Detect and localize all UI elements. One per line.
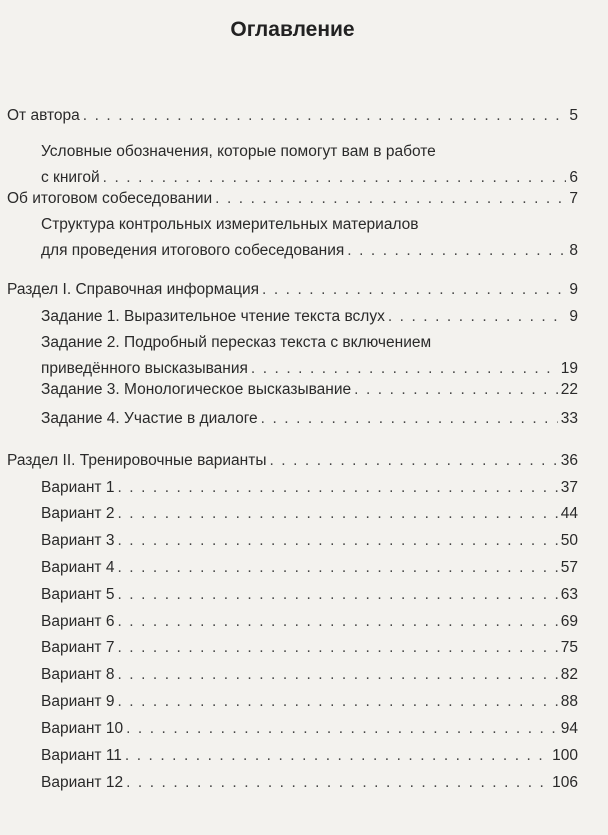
toc-page-number: 106 bbox=[552, 774, 578, 791]
toc-entry-label: для проведения итогового собеседования bbox=[41, 242, 345, 259]
toc-page-number: 37 bbox=[560, 479, 578, 496]
dot-leader bbox=[347, 240, 566, 262]
dot-leader bbox=[103, 167, 567, 189]
toc-entry-label: Раздел II. Тренировочные варианты bbox=[7, 452, 267, 469]
toc-entry-label: с книгой bbox=[41, 169, 100, 186]
dot-leader bbox=[269, 450, 557, 472]
toc-entry-label: Раздел I. Справочная информация bbox=[7, 281, 259, 298]
toc-page-number: 7 bbox=[569, 190, 578, 207]
dot-leader bbox=[117, 637, 557, 659]
toc-entry-label: Вариант 4 bbox=[41, 559, 115, 576]
toc-entry-label: Вариант 12 bbox=[41, 774, 124, 791]
toc-page-number: 57 bbox=[560, 559, 578, 576]
dot-leader bbox=[117, 664, 557, 686]
toc-entry-label: Задание 1. Выразительное чтение текста вслух bbox=[41, 308, 385, 325]
toc-entry-label: Вариант 2 bbox=[41, 505, 115, 522]
toc-page-number: 50 bbox=[560, 532, 578, 549]
dot-leader bbox=[125, 745, 549, 767]
toc-page-number: 19 bbox=[560, 360, 578, 377]
dot-leader bbox=[262, 279, 566, 301]
toc-page-number: 22 bbox=[560, 381, 578, 398]
dot-leader bbox=[261, 408, 558, 430]
toc-entry-label: Вариант 8 bbox=[41, 666, 115, 683]
toc-page-number: 88 bbox=[560, 693, 578, 710]
toc-entry-label: Вариант 7 bbox=[41, 639, 115, 656]
toc-entry-title-line: Условные обозначения, которые помогут вам в работе bbox=[41, 143, 436, 160]
toc-page-number: 9 bbox=[569, 281, 578, 298]
page-title: Оглавление bbox=[230, 18, 355, 41]
dot-leader bbox=[117, 691, 557, 713]
toc-entry-label: Вариант 6 bbox=[41, 613, 115, 630]
toc-page-number: 36 bbox=[560, 452, 578, 469]
dot-leader bbox=[126, 718, 558, 740]
toc-entry-title-line: Структура контрольных измерительных материалов bbox=[41, 216, 419, 233]
toc-page-number: 75 bbox=[560, 639, 578, 656]
dot-leader bbox=[388, 306, 567, 328]
toc-entry-label: От автора bbox=[7, 107, 80, 124]
toc-entry-title-line: Задание 2. Подробный пересказ текста с включением bbox=[41, 334, 432, 351]
dot-leader bbox=[215, 188, 566, 210]
toc-entry-label: Вариант 5 bbox=[41, 586, 115, 603]
toc-entry-label: Задание 3. Монологическое высказывание bbox=[41, 381, 352, 398]
toc-page-number: 33 bbox=[560, 410, 578, 427]
toc-page-number: 63 bbox=[560, 586, 578, 603]
dot-leader bbox=[117, 503, 557, 525]
toc-entry-label: Задание 4. Участие в диалоге bbox=[41, 410, 258, 427]
toc-entry-label: Вариант 1 bbox=[41, 479, 115, 496]
dot-leader bbox=[117, 477, 557, 499]
toc-page-number: 44 bbox=[560, 505, 578, 522]
toc-entry-label: Вариант 11 bbox=[41, 747, 122, 764]
dot-leader bbox=[354, 379, 558, 401]
dot-leader bbox=[83, 105, 567, 127]
toc-entry-label: Вариант 10 bbox=[41, 720, 124, 737]
toc-page-number: 69 bbox=[560, 613, 578, 630]
toc-entry-label: Об итоговом собеседовании bbox=[7, 190, 213, 207]
toc-page-number: 94 bbox=[560, 720, 578, 737]
toc-page-number: 100 bbox=[552, 747, 578, 764]
toc-page-number: 9 bbox=[569, 308, 578, 325]
toc-page-number: 5 bbox=[569, 107, 578, 124]
dot-leader bbox=[117, 557, 557, 579]
dot-leader bbox=[117, 584, 557, 606]
toc-entry-label: Вариант 3 bbox=[41, 532, 115, 549]
dot-leader bbox=[126, 772, 549, 794]
toc-page-number: 6 bbox=[569, 169, 578, 186]
dot-leader bbox=[117, 611, 557, 633]
dot-leader bbox=[251, 358, 558, 380]
dot-leader bbox=[117, 530, 557, 552]
toc-entry-label: приведённого высказывания bbox=[41, 360, 248, 377]
toc-page-number: 8 bbox=[569, 242, 578, 259]
toc-entry-label: Вариант 9 bbox=[41, 693, 115, 710]
toc-page-number: 82 bbox=[560, 666, 578, 683]
